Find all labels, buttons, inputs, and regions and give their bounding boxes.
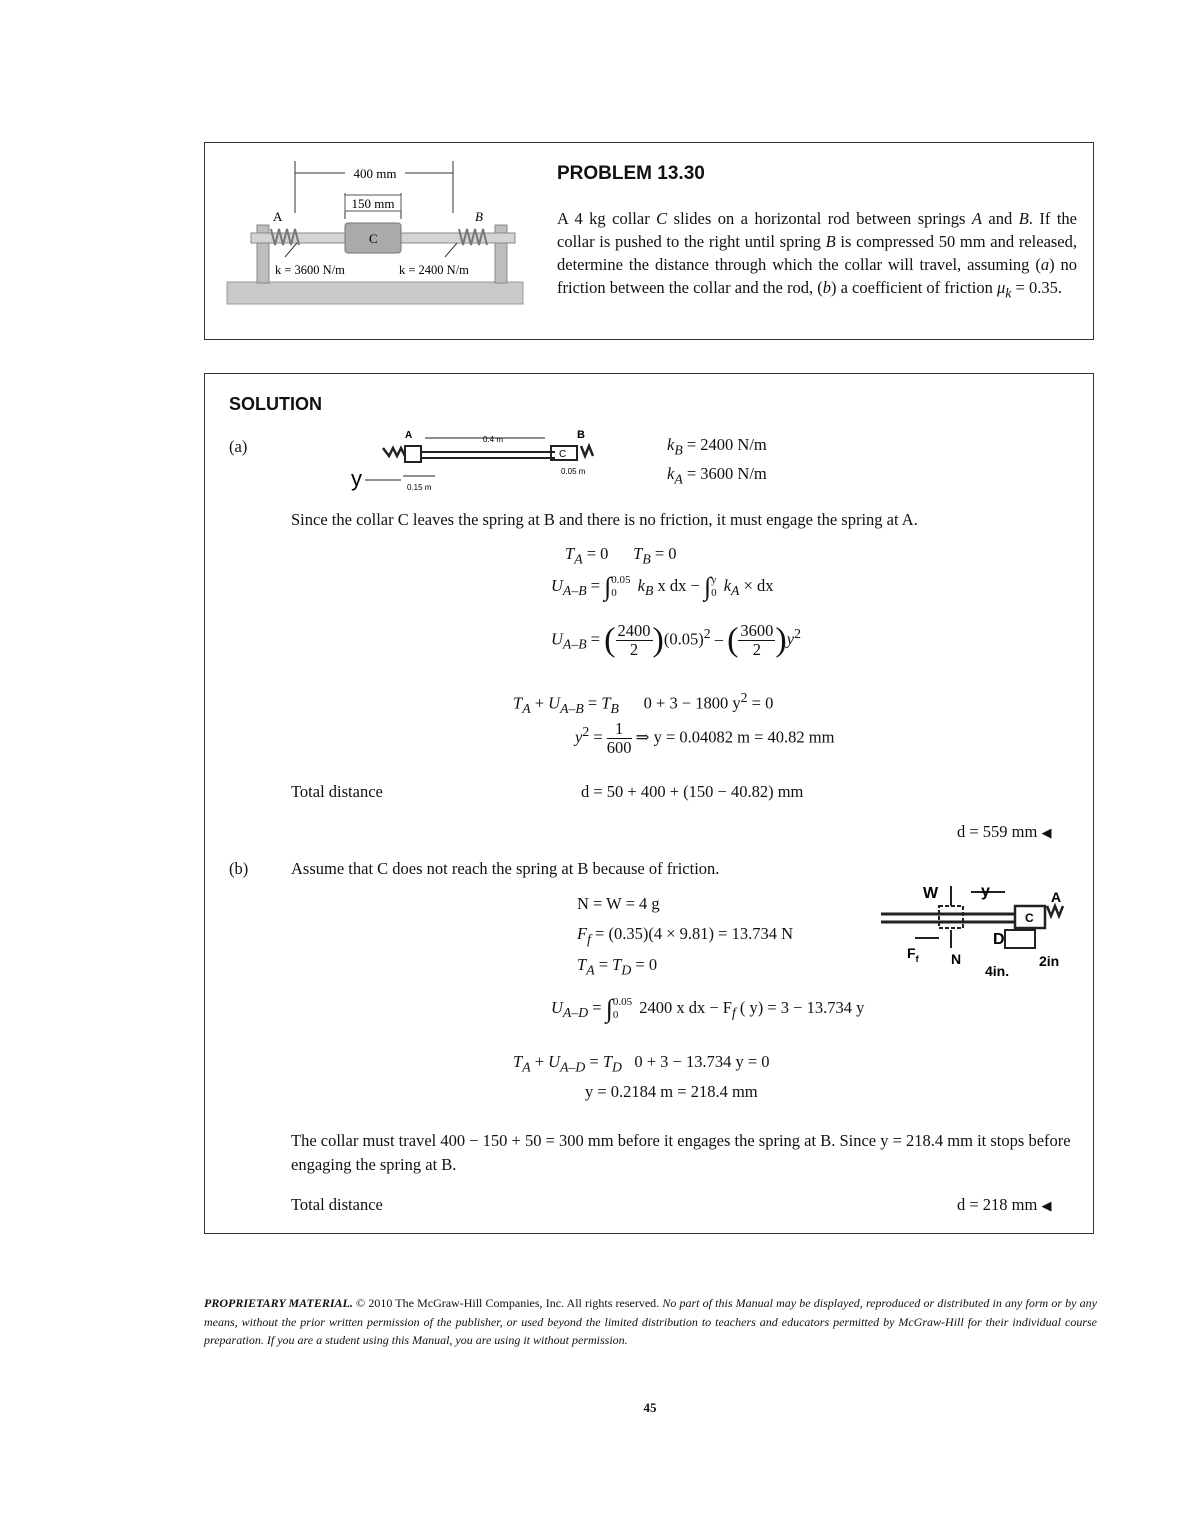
eq-uab-integral: $U_{A-B} = \int 0.05$ 0 $k_B$ x dx − ∫y 0 $k_A$ × dx xyxy=(551,572,774,601)
eq-work-energy-b: $T_A + U_{A-D} = T_D$ 0 + 3 − 13.734 y = 0 xyxy=(513,1052,770,1075)
solution-title: SOLUTION xyxy=(229,394,322,414)
sketch-a-d015: 0.15 m xyxy=(407,483,432,492)
eq-y2: y = 0.2184 m = 218.4 mm xyxy=(585,1082,758,1101)
fig-spring-b: k = 2400 N/m xyxy=(399,263,469,277)
eq-uab-value: $U_{A-B}$ = ( $\frac{2400}{2}$ )$(0.05)^2$ – ( $\frac{3600}{2}$ )$y^2$ xyxy=(551,621,801,659)
sketch-b-N: N xyxy=(951,951,962,967)
sketch-b-D: D xyxy=(993,931,1005,948)
problem-statement: A 4 kg collar C slides on a horizontal rod between springs A and B. If the collar is pushed to the right until spring B is compressed 50 mm and released, determine the distance through which the collar will travel, assuming (a) no friction between the collar and the rod, (b) a coefficient of friction $\mu_k = 0.35$. xyxy=(557,209,1078,301)
eq-y-result: $y^2$ = $\frac{1}{600}$ ⇒ y = 0.04082 m = 40.82 mm xyxy=(575,719,835,757)
eq-ka: $k_A = 3600$ N/m xyxy=(667,464,767,487)
solution-box xyxy=(204,373,1094,1234)
part-b-label: (b) xyxy=(229,859,249,878)
text-assume: Assume that C does not reach the spring at B because of friction. xyxy=(291,859,720,878)
footer-copyright: PROPRIETARY MATERIAL. © 2010 The McGraw-Hill Companies, Inc. All rights reserved. No part of this Manual may be displayed, reproduced or distributed in any form or by any means, without the prior written permission of the publisher, or used beyond the limited distribution to teachers and educators permitted by McGraw-Hill for their individual course preparation. If you are a student using this Manual, you are using it without permission. xyxy=(204,1296,1097,1347)
eq-work-energy-a: $T_A + U_{A-B} = T_B$ 0 + 3 − 1800 $y^2 = 0$ xyxy=(513,690,774,716)
total-label-a: Total distance xyxy=(291,782,383,801)
sketch-b-4in: 4in. xyxy=(985,963,1010,979)
sketch-a-d005: 0.05 m xyxy=(561,467,586,476)
part-a-label: (a) xyxy=(229,437,248,456)
problem-box xyxy=(204,142,1094,340)
total-label-b: Total distance xyxy=(291,1195,383,1214)
sketch-b-2in: 2in xyxy=(1039,953,1060,969)
fig-dim-150: 150 mm xyxy=(351,196,395,211)
eq-uad: $U_{A-D} = \int 0.05$ 0 2400 x dx − $F_f$ ( y) = 3 − 13.734 y xyxy=(551,994,865,1023)
answer-a: d = 559 mm ◀ xyxy=(957,822,1052,841)
sketch-a-y: y xyxy=(351,466,362,491)
fig-dim-400: 400 mm xyxy=(353,166,397,181)
fig-spring-a: k = 3600 N/m xyxy=(275,263,345,277)
eq-ta-tb: $T_A = 0$ $T_B = 0$ xyxy=(565,544,677,567)
text-since: Since the collar C leaves the spring at B and there is no friction, it must engage the spring at A. xyxy=(291,510,918,529)
sketch-a-C: C xyxy=(559,449,567,460)
sketch-a-d04: 0.4 m xyxy=(483,435,504,444)
problem-title: PROBLEM 13.30 xyxy=(557,163,705,184)
sketch-b-A: A xyxy=(1051,889,1062,905)
sketch-b xyxy=(875,882,1085,982)
answer-b: d = 218 mm ◀ xyxy=(957,1195,1052,1214)
fig-label-c: C xyxy=(369,231,378,246)
sketch-a-B: B xyxy=(577,429,585,441)
eq-ff: $F_f = (0.35)(4 \times 9.81) = 13.734$ N xyxy=(577,924,793,947)
eq-total-a: d = 50 + 400 + (150 − 40.82) mm xyxy=(581,782,804,801)
sketch-b-y: y xyxy=(981,883,990,900)
fig-label-b: B xyxy=(475,209,483,224)
text-collar: The collar must travel 400 − 150 + 50 = 300 mm before it engages the spring at B. Since y = 218.4 mm it stops before engaging the spring at B. xyxy=(291,1131,1071,1174)
sketch-b-W: W xyxy=(923,885,939,902)
eq-kb: $k_B = 2400$ N/m xyxy=(667,435,767,458)
eq-n: N = W = 4 g xyxy=(577,894,660,913)
page-number: 45 xyxy=(643,1400,657,1415)
sketch-b-Ff: $F_f$ xyxy=(907,945,919,964)
sketch-a xyxy=(345,424,615,496)
sketch-a-A: A xyxy=(405,430,413,441)
fig-label-a: A xyxy=(273,209,283,224)
problem-figure xyxy=(225,157,535,312)
sketch-b-C: C xyxy=(1025,911,1034,925)
eq-ta-td: $T_A = T_D = 0$ xyxy=(577,955,658,978)
